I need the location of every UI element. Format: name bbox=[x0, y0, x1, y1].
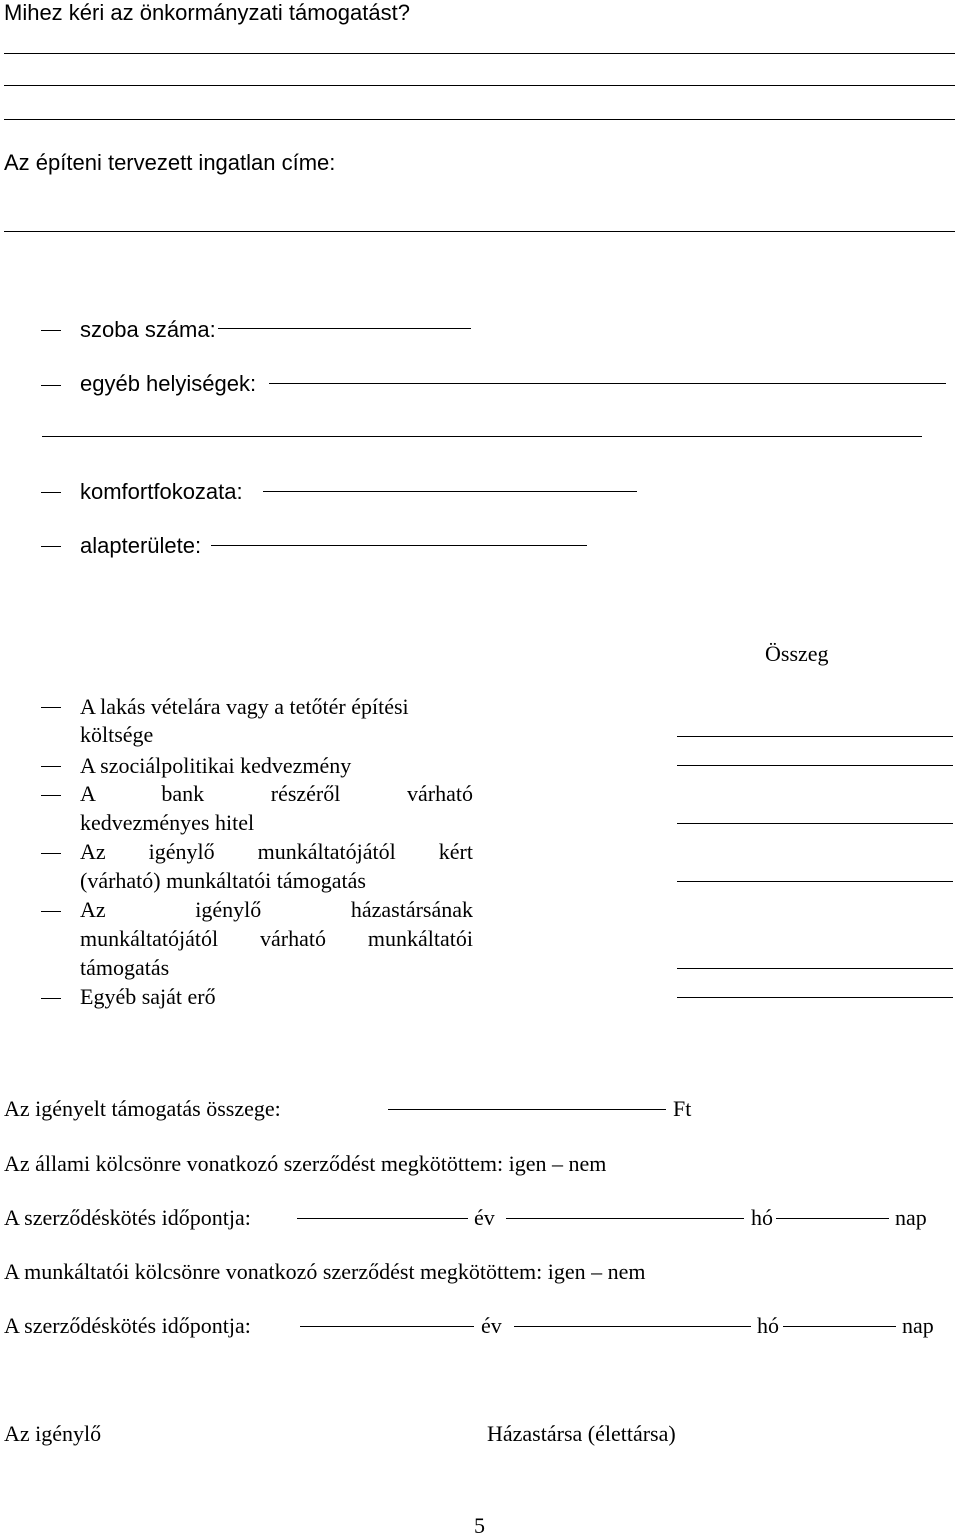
item4-line1-wrap bbox=[80, 839, 473, 865]
address-line[interactable] bbox=[4, 231, 955, 232]
state-loan-label: Az állami kölcsönre vonatkozó szerződést megkötöttem: igen – nem bbox=[4, 1151, 607, 1176]
item6: Egyéb saját erő bbox=[80, 984, 216, 1009]
item5-line1: Az igénylő házastársának bbox=[80, 897, 473, 922]
item5-line3: támogatás bbox=[80, 955, 170, 980]
item4-line1: Az igénylő munkáltatójától kért bbox=[80, 839, 473, 864]
bullet-dash bbox=[41, 998, 61, 999]
other-rooms-label: egyéb helyiségek: bbox=[80, 371, 257, 396]
item5-amount-line[interactable] bbox=[677, 968, 953, 969]
other-rooms-line[interactable] bbox=[269, 383, 946, 384]
state-loan-day-line[interactable] bbox=[776, 1218, 889, 1219]
answer-line-2[interactable] bbox=[4, 85, 955, 86]
item3-amount-line[interactable] bbox=[677, 823, 953, 824]
bullet-dash bbox=[41, 766, 61, 767]
requested-unit: Ft bbox=[673, 1096, 692, 1121]
item5-line2-wrap bbox=[80, 926, 473, 952]
state-loan-date-label: A szerződéskötés időpontja: bbox=[4, 1205, 251, 1230]
requested-label: Az igényelt támogatás összege: bbox=[4, 1096, 281, 1121]
item3-line1: A bank részéről várható bbox=[80, 781, 473, 806]
item4-amount-line[interactable] bbox=[677, 881, 953, 882]
bullet-dash bbox=[41, 330, 61, 331]
state-loan-year-line[interactable] bbox=[297, 1218, 468, 1219]
item2-amount-line[interactable] bbox=[677, 765, 953, 766]
rooms-line[interactable] bbox=[218, 328, 471, 329]
employer-loan-day: nap bbox=[902, 1313, 934, 1338]
employer-loan-year: év bbox=[481, 1313, 502, 1338]
comfort-line[interactable] bbox=[263, 491, 637, 492]
requested-amount-line[interactable] bbox=[388, 1109, 666, 1110]
other-rooms-line-2[interactable] bbox=[42, 436, 922, 437]
item1-amount-line[interactable] bbox=[677, 736, 953, 737]
floor-area-line[interactable] bbox=[211, 545, 587, 546]
item1-line2: költsége bbox=[80, 722, 154, 747]
bullet-dash bbox=[41, 853, 61, 854]
comfort-label: komfortfokozata: bbox=[80, 479, 243, 504]
item2: A szociálpolitikai kedvezmény bbox=[80, 753, 352, 778]
answer-line-3[interactable] bbox=[4, 119, 955, 120]
item3-line2: kedvezményes hitel bbox=[80, 810, 255, 835]
state-loan-day: nap bbox=[895, 1205, 927, 1230]
question-heading: Mihez kéri az önkormányzati támogatást? bbox=[4, 0, 410, 25]
address-label: Az építeni tervezett ingatlan címe: bbox=[4, 150, 336, 175]
employer-loan-date-label: A szerződéskötés időpontja: bbox=[4, 1313, 251, 1338]
item3-line1-wrap bbox=[80, 781, 473, 807]
item6-amount-line[interactable] bbox=[677, 997, 953, 998]
floor-area-label: alapterülete: bbox=[80, 533, 202, 558]
employer-loan-month: hó bbox=[757, 1313, 779, 1338]
sum-header: Összeg bbox=[765, 641, 829, 666]
state-loan-year: év bbox=[474, 1205, 495, 1230]
bullet-dash bbox=[41, 492, 61, 493]
item5-line1-wrap bbox=[80, 897, 473, 923]
item1-line1: A lakás vételára vagy a tetőtér építési bbox=[80, 694, 409, 719]
employer-loan-day-line[interactable] bbox=[783, 1326, 896, 1327]
bullet-dash bbox=[41, 707, 61, 708]
spouse-signature-label: Házastársa (élettársa) bbox=[487, 1421, 676, 1446]
answer-line-1[interactable] bbox=[4, 53, 955, 54]
employer-loan-month-line[interactable] bbox=[514, 1326, 751, 1327]
applicant-signature-label: Az igénylő bbox=[4, 1421, 102, 1446]
item5-line2: munkáltatójától várható munkáltatói bbox=[80, 926, 473, 951]
item4-line2: (várható) munkáltatói támogatás bbox=[80, 868, 366, 893]
employer-loan-label: A munkáltatói kölcsönre vonatkozó szerződést megkötöttem: igen – nem bbox=[4, 1259, 646, 1284]
state-loan-month: hó bbox=[751, 1205, 773, 1230]
rooms-label: szoba száma: bbox=[80, 317, 216, 342]
bullet-dash bbox=[41, 911, 61, 912]
page-number: 5 bbox=[474, 1513, 485, 1538]
bullet-dash bbox=[41, 795, 61, 796]
employer-loan-year-line[interactable] bbox=[300, 1326, 474, 1327]
state-loan-month-line[interactable] bbox=[506, 1218, 744, 1219]
bullet-dash bbox=[41, 546, 61, 547]
bullet-dash bbox=[41, 385, 61, 386]
